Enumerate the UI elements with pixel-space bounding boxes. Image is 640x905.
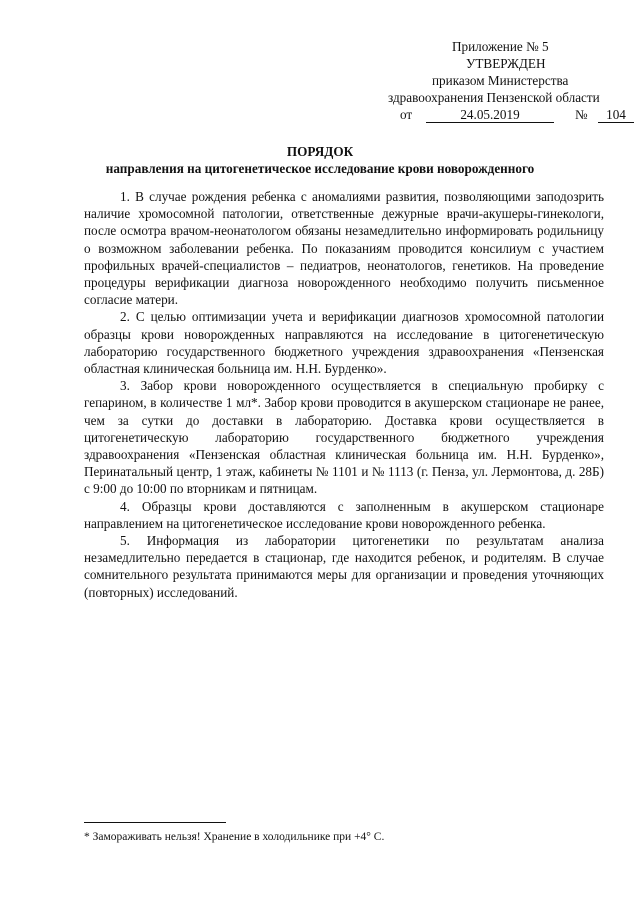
approved-label: УТВЕРЖДЕН [466, 56, 546, 71]
paragraph-4: 4. Образцы крови доставляются с заполненным в акушерском стационаре направлением на цитогенетическое исследование крови новорожденного ребенка. [84, 498, 604, 531]
paragraph-5: 5. Информация из лаборатории цитогенетики по результатам анализа незамедлительно передается в стационар, где находится ребенок, и родителям. В случае сомнительного результата принимаются меры для организации и проведения уточняющих (повторных) исследований. [84, 533, 604, 600]
document-title: ПОРЯДОК [286, 144, 354, 159]
number-sign: № [575, 107, 588, 122]
document-body [84, 188, 604, 601]
ministry-label: здравоохранения Пензенской области [388, 90, 600, 105]
order-number: 104 [598, 106, 634, 123]
order-date-number-line [400, 106, 632, 123]
order-label: приказом Министерства [432, 73, 569, 88]
from-label: от [400, 107, 413, 122]
appendix-label: Приложение № 5 [452, 39, 549, 54]
order-date: 24.05.2019 [426, 106, 554, 123]
paragraph-1: 1. В случае рождения ребенка с аномалиями развития, позволяющими заподозрить наличие хромосомной патологии, ответственные дежурные врачи-акушеры-гинекологи, после осмотра врачом-неонатологом обязаны незамедлительно информировать родильницу о возможном заболевании ребенка. По показаниям проводится консилиум с участием профильных врачей-специалистов – педиатров, неонатологов, генетиков. На проведение процедуры верификации диагноза новорожденного необходимо получить письменное согласие матери. [84, 189, 604, 308]
paragraph-2: 2. С целью оптимизации учета и верификации диагнозов хромосомной патологии образцы крови новорожденных направляются на исследование в цитогенетическую лабораторию государственного бюджетного учреждения здравоохранения «Пензенская областная клиническая больница им. Н.Н. Бурденко». [84, 309, 604, 377]
paragraph-3: 3. Забор крови новорожденного осуществляется в специальную пробирку с гепарином, в количестве 1 мл*. Забор крови проводится в акушерском стационаре не ранее, чем за сутки до доставки в лабораторию. Доставка крови осуществляется в цитогенетическую лабораторию государственного бюджетного учреждения здравоохранения «Пензенская областная клиническая больница им. Н.Н. Бурденко», Перинатальный центр, 1 этаж, кабинеты № 1101 и № 1113 (г. Пенза, ул. Лермонтова, д. 28Б) с 9:00 до 10:00 по вторникам и пятницам. [84, 378, 604, 497]
footnote: * Замораживать нельзя! Хранение в холодильнике при +4° С. [84, 831, 385, 843]
document-subtitle: направления на цитогенетическое исследование крови новорожденного [105, 161, 535, 176]
footnote-divider [84, 822, 226, 823]
